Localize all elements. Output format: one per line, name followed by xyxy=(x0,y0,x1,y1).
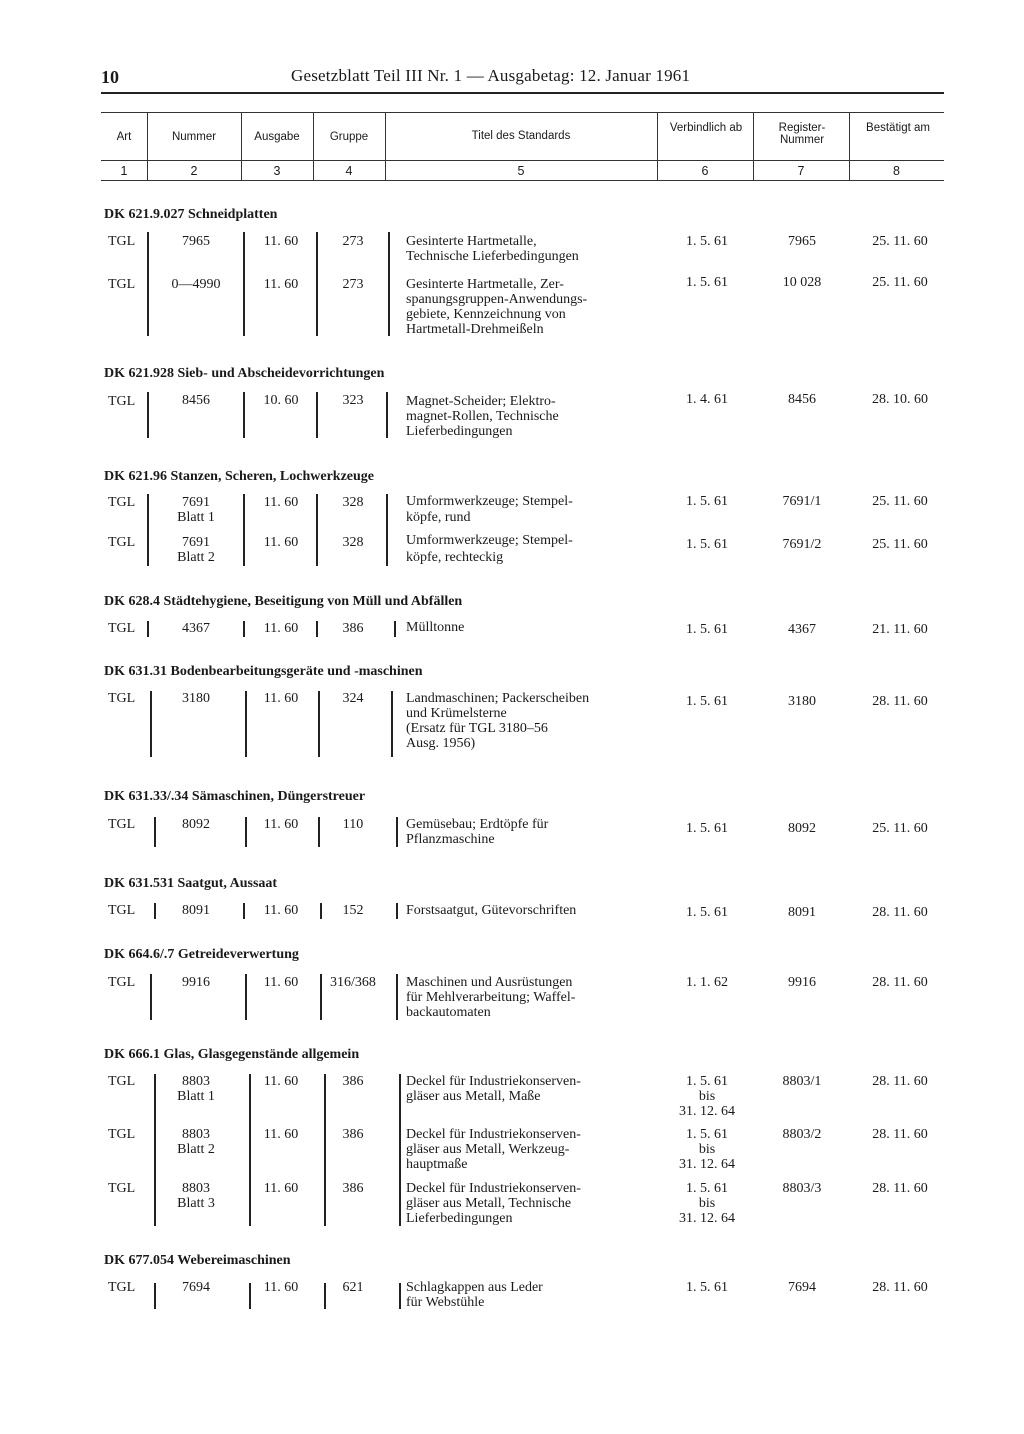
row-bar xyxy=(147,494,149,566)
cell-titel: Gesinterte Hartmetalle, Zer- xyxy=(406,277,564,292)
cell-titel: Magnet-Scheider; Elektro- xyxy=(406,394,556,409)
running-head: Gesetzblatt Teil III Nr. 1 — Ausgabetag: 12. Januar 1961 xyxy=(291,66,691,85)
cell-verbindlich: 31. 12. 64 xyxy=(679,1157,735,1172)
cell-ausgabe: 11. 60 xyxy=(263,535,299,550)
row-bar xyxy=(316,621,318,637)
cell-bestaetigt: 28. 11. 60 xyxy=(872,694,928,709)
row-bar xyxy=(154,817,156,847)
cell-verbindlich: 1. 5. 61 xyxy=(686,494,728,509)
row-bar xyxy=(318,691,320,757)
header-titel: Titel des Standards xyxy=(471,130,571,142)
cell-art: TGL xyxy=(108,903,136,918)
row-bar xyxy=(243,903,245,919)
header-gruppe: Gruppe xyxy=(329,131,369,143)
cell-titel: Lieferbedingungen xyxy=(406,424,513,439)
row-bar xyxy=(324,1074,326,1226)
row-bar xyxy=(243,232,245,336)
cell-titel: Hartmetall-Drehmeißeln xyxy=(406,322,544,337)
header-verbindlich: Verbindlich ab xyxy=(669,122,743,134)
cell-register: 8092 xyxy=(788,821,816,836)
row-bar xyxy=(316,232,318,336)
header-bottom-rule xyxy=(101,180,944,181)
cell-ausgabe: 11. 60 xyxy=(263,975,299,990)
cell-ausgabe: 10. 60 xyxy=(263,393,299,408)
cell-art: TGL xyxy=(108,394,136,409)
cell-register: 8091 xyxy=(788,905,816,920)
col-index: 6 xyxy=(701,164,709,178)
cell-ausgabe: 11. 60 xyxy=(263,1074,299,1089)
cell-titel: spanungsgruppen-Anwendungs- xyxy=(406,292,588,307)
cell-verbindlich: bis xyxy=(698,1089,716,1104)
cell-titel: Gemüsebau; Erdtöpfe für xyxy=(406,817,549,832)
row-bar xyxy=(245,691,247,757)
section-title: DK 631.531 Saatgut, Aussaat xyxy=(104,876,278,891)
cell-titel: Gesinterte Hartmetalle, xyxy=(406,234,537,249)
cell-titel: köpfe, rund xyxy=(406,510,471,525)
cell-gruppe: 386 xyxy=(342,621,364,636)
cell-register: 3180 xyxy=(788,694,816,709)
cell-ausgabe: 11. 60 xyxy=(263,495,299,510)
cell-verbindlich: 1. 5. 61 xyxy=(686,537,728,552)
cell-art: TGL xyxy=(108,277,136,292)
row-bar xyxy=(150,974,152,1020)
cell-art: TGL xyxy=(108,1074,136,1089)
cell-verbindlich: 1. 5. 61 xyxy=(686,234,728,249)
section-title: DK 666.1 Glas, Glasgegenstände allgemein xyxy=(104,1047,360,1062)
cell-titel: gebiete, Kennzeichnung von xyxy=(406,307,566,322)
cell-titel: Technische Lieferbedingungen xyxy=(406,249,579,264)
cell-verbindlich: 1. 5. 61 xyxy=(686,905,728,920)
cell-register: 4367 xyxy=(788,622,816,637)
row-bar xyxy=(320,903,322,919)
cell-nummer: 8456 xyxy=(182,393,210,408)
cell-art: TGL xyxy=(108,234,136,249)
section-title: DK 628.4 Städtehygiene, Beseitigung von Müll und Abfällen xyxy=(104,594,463,609)
cell-gruppe: 273 xyxy=(342,234,364,249)
cell-titel: Umformwerkzeuge; Stempel- xyxy=(406,533,573,548)
cell-art: TGL xyxy=(108,975,136,990)
cell-gruppe: 110 xyxy=(342,817,364,832)
cell-nummer: 7691 xyxy=(182,495,210,510)
cell-nummer: 7694 xyxy=(182,1280,210,1295)
cell-verbindlich: 31. 12. 64 xyxy=(679,1211,735,1226)
cell-register: 8456 xyxy=(788,392,816,407)
cell-gruppe: 273 xyxy=(342,277,364,292)
cell-nummer: 0—4990 xyxy=(171,277,221,292)
cell-nummer: Blatt 1 xyxy=(177,510,215,525)
row-bar xyxy=(386,494,388,566)
cell-titel: backautomaten xyxy=(406,1005,491,1020)
cell-register: 8803/1 xyxy=(782,1074,822,1089)
cell-bestaetigt: 25. 11. 60 xyxy=(872,537,928,552)
cell-titel: (Ersatz für TGL 3180–56 xyxy=(406,721,548,736)
cell-verbindlich: 1. 5. 61 xyxy=(686,1280,728,1295)
cell-art: TGL xyxy=(108,621,136,636)
cell-nummer: 9916 xyxy=(182,975,210,990)
cell-nummer: 7965 xyxy=(182,234,210,249)
cell-register: 7694 xyxy=(788,1280,816,1295)
cell-gruppe: 316/368 xyxy=(330,975,376,990)
cell-register: 7691/2 xyxy=(782,537,822,552)
cell-gruppe: 152 xyxy=(342,903,364,918)
cell-bestaetigt: 28. 11. 60 xyxy=(872,1074,928,1089)
cell-ausgabe: 11. 60 xyxy=(263,817,299,832)
cell-titel: köpfe, rechteckig xyxy=(406,550,504,565)
col-index: 3 xyxy=(273,164,281,178)
cell-gruppe: 328 xyxy=(342,535,364,550)
cell-titel: Deckel für Industriekonserven- xyxy=(406,1127,581,1142)
cell-art: TGL xyxy=(108,817,136,832)
cell-titel: und Krümelsterne xyxy=(406,706,507,721)
row-bar xyxy=(243,494,245,566)
cell-nummer: 7691 xyxy=(182,535,210,550)
col-index: 2 xyxy=(190,164,198,178)
cell-register: 7965 xyxy=(788,234,816,249)
row-bar xyxy=(245,817,247,847)
cell-art: TGL xyxy=(108,691,136,706)
header-ausgabe: Ausgabe xyxy=(254,131,300,143)
cell-verbindlich: 1. 5. 61 xyxy=(686,275,728,290)
row-bar xyxy=(399,1283,401,1309)
cell-titel: für Mehlverarbeitung; Waffel- xyxy=(406,990,576,1005)
cell-bestaetigt: 21. 11. 60 xyxy=(872,622,928,637)
cell-ausgabe: 11. 60 xyxy=(263,1280,299,1295)
col-index: 4 xyxy=(345,164,353,178)
col-index: 8 xyxy=(893,164,900,178)
cell-titel: Ausg. 1956) xyxy=(406,736,476,751)
cell-titel: für Webstühle xyxy=(406,1295,485,1310)
cell-titel: Landmaschinen; Packerscheiben xyxy=(406,691,590,706)
cell-verbindlich: 1. 5. 61 xyxy=(686,1181,728,1196)
col-index: 1 xyxy=(120,164,128,178)
cell-nummer: Blatt 3 xyxy=(177,1196,215,1211)
cell-nummer: Blatt 2 xyxy=(177,550,215,565)
cell-titel: Deckel für Industriekonserven- xyxy=(406,1074,581,1089)
cell-titel: gläser aus Metall, Maße xyxy=(406,1089,541,1104)
cell-bestaetigt: 28. 11. 60 xyxy=(872,1127,928,1142)
row-bar xyxy=(150,691,152,757)
cell-verbindlich: 1. 1. 62 xyxy=(686,975,728,990)
cell-titel: gläser aus Metall, Werkzeug- xyxy=(406,1142,570,1157)
row-bar xyxy=(324,1283,326,1309)
col-index: 7 xyxy=(797,164,805,178)
cell-bestaetigt: 28. 10. 60 xyxy=(872,392,928,407)
row-bar xyxy=(243,392,245,438)
cell-register: 8803/2 xyxy=(782,1127,822,1142)
row-bar xyxy=(154,1283,156,1309)
section-title: DK 677.054 Webereimaschinen xyxy=(104,1253,291,1268)
row-bar xyxy=(154,903,156,919)
cell-verbindlich: 31. 12. 64 xyxy=(679,1104,735,1119)
cell-register: 10 028 xyxy=(782,275,822,290)
cell-art: TGL xyxy=(108,1280,136,1295)
row-bar xyxy=(388,232,390,336)
cell-art: TGL xyxy=(108,1181,136,1196)
row-bar xyxy=(249,1074,251,1226)
row-bar xyxy=(391,691,393,757)
cell-gruppe: 328 xyxy=(342,495,364,510)
row-bar xyxy=(316,392,318,438)
cell-bestaetigt: 25. 11. 60 xyxy=(872,275,928,290)
cell-titel: Deckel für Industriekonserven- xyxy=(406,1181,581,1196)
cell-nummer: 8091 xyxy=(182,903,210,918)
row-bar xyxy=(243,621,245,637)
cell-register: 8803/3 xyxy=(782,1181,822,1196)
cell-bestaetigt: 25. 11. 60 xyxy=(872,821,928,836)
cell-nummer: 3180 xyxy=(182,691,210,706)
row-bar xyxy=(316,494,318,566)
cell-titel: Forstsaatgut, Gütevorschriften xyxy=(406,903,577,918)
cell-gruppe: 621 xyxy=(342,1280,364,1295)
row-bar xyxy=(245,974,247,1020)
row-bar xyxy=(386,392,388,438)
cell-nummer: 8803 xyxy=(182,1074,210,1089)
row-bar xyxy=(396,817,398,847)
header-nummer: Nummer xyxy=(171,131,217,143)
cell-bestaetigt: 28. 11. 60 xyxy=(872,905,928,920)
cell-bestaetigt: 28. 11. 60 xyxy=(872,975,928,990)
cell-gruppe: 324 xyxy=(342,691,364,706)
header-rule xyxy=(101,92,944,94)
cell-gruppe: 323 xyxy=(342,393,364,408)
cell-titel: hauptmaße xyxy=(406,1157,468,1172)
header-art: Art xyxy=(116,131,132,143)
cell-ausgabe: 11. 60 xyxy=(263,1127,299,1142)
header-bestaetigt: Bestätigt am xyxy=(866,122,930,134)
cell-ausgabe: 11. 60 xyxy=(263,1181,299,1196)
cell-bestaetigt: 25. 11. 60 xyxy=(872,234,928,249)
cell-ausgabe: 11. 60 xyxy=(263,277,299,292)
cell-bestaetigt: 28. 11. 60 xyxy=(872,1181,928,1196)
cell-nummer: Blatt 1 xyxy=(177,1089,215,1104)
cell-verbindlich: 1. 5. 61 xyxy=(686,821,728,836)
row-bar xyxy=(147,392,149,438)
cell-nummer: Blatt 2 xyxy=(177,1142,215,1157)
row-bar xyxy=(318,817,320,847)
cell-art: TGL xyxy=(108,495,136,510)
cell-nummer: 8803 xyxy=(182,1127,210,1142)
header-top-rule xyxy=(101,112,944,113)
section-title: DK 631.31 Bodenbearbeitungsgeräte und -maschinen xyxy=(104,664,423,679)
cell-gruppe: 386 xyxy=(342,1127,364,1142)
cell-register: 9916 xyxy=(788,975,816,990)
cell-titel: Lieferbedingungen xyxy=(406,1211,513,1226)
row-bar xyxy=(394,621,396,637)
col-index: 5 xyxy=(517,164,525,178)
section-title: DK 631.33/.34 Sämaschinen, Düngerstreuer xyxy=(104,789,366,804)
cell-verbindlich: 1. 5. 61 xyxy=(686,622,728,637)
cell-register: 7691/1 xyxy=(782,494,822,509)
cell-nummer: 8092 xyxy=(182,817,210,832)
cell-verbindlich: bis xyxy=(698,1142,716,1157)
cell-gruppe: 386 xyxy=(342,1074,364,1089)
cell-gruppe: 386 xyxy=(342,1181,364,1196)
row-bar xyxy=(320,974,322,1020)
cell-ausgabe: 11. 60 xyxy=(263,903,299,918)
row-bar xyxy=(147,232,149,336)
cell-ausgabe: 11. 60 xyxy=(263,234,299,249)
section-title: DK 664.6/.7 Getreideverwertung xyxy=(104,947,299,962)
row-bar xyxy=(147,621,149,637)
row-bar xyxy=(399,1074,401,1226)
cell-ausgabe: 11. 60 xyxy=(263,621,299,636)
cell-titel: gläser aus Metall, Technische xyxy=(406,1196,572,1211)
page-number: 10 xyxy=(101,67,119,87)
cell-titel: Schlagkappen aus Leder xyxy=(406,1280,543,1295)
cell-art: TGL xyxy=(108,535,136,550)
cell-art: TGL xyxy=(108,1127,136,1142)
cell-nummer: 8803 xyxy=(182,1181,210,1196)
row-bar xyxy=(396,974,398,1020)
header-register: Register-Nummer xyxy=(778,122,826,146)
cell-verbindlich: 1. 5. 61 xyxy=(686,694,728,709)
cell-titel: Maschinen und Ausrüstungen xyxy=(406,975,573,990)
cell-verbindlich: 1. 5. 61 xyxy=(686,1127,728,1142)
row-bar xyxy=(249,1283,251,1309)
cell-bestaetigt: 28. 11. 60 xyxy=(872,1280,928,1295)
cell-nummer: 4367 xyxy=(182,621,210,636)
cell-titel: magnet-Rollen, Technische xyxy=(406,409,559,424)
cell-bestaetigt: 25. 11. 60 xyxy=(872,494,928,509)
cell-titel: Umformwerkzeuge; Stempel- xyxy=(406,494,573,509)
row-bar xyxy=(396,903,398,919)
section-title: DK 621.9.027 Schneidplatten xyxy=(104,207,278,222)
header-mid-rule xyxy=(101,160,944,161)
row-bar xyxy=(154,1074,156,1226)
cell-titel: Mülltonne xyxy=(406,620,465,635)
cell-verbindlich: bis xyxy=(698,1196,716,1211)
cell-verbindlich: 1. 4. 61 xyxy=(686,392,728,407)
section-title: DK 621.96 Stanzen, Scheren, Lochwerkzeuge xyxy=(104,469,374,484)
cell-ausgabe: 11. 60 xyxy=(263,691,299,706)
section-title: DK 621.928 Sieb- und Abscheidevorrichtungen xyxy=(104,366,385,381)
cell-titel: Pflanzmaschine xyxy=(406,832,495,847)
cell-verbindlich: 1. 5. 61 xyxy=(686,1074,728,1089)
